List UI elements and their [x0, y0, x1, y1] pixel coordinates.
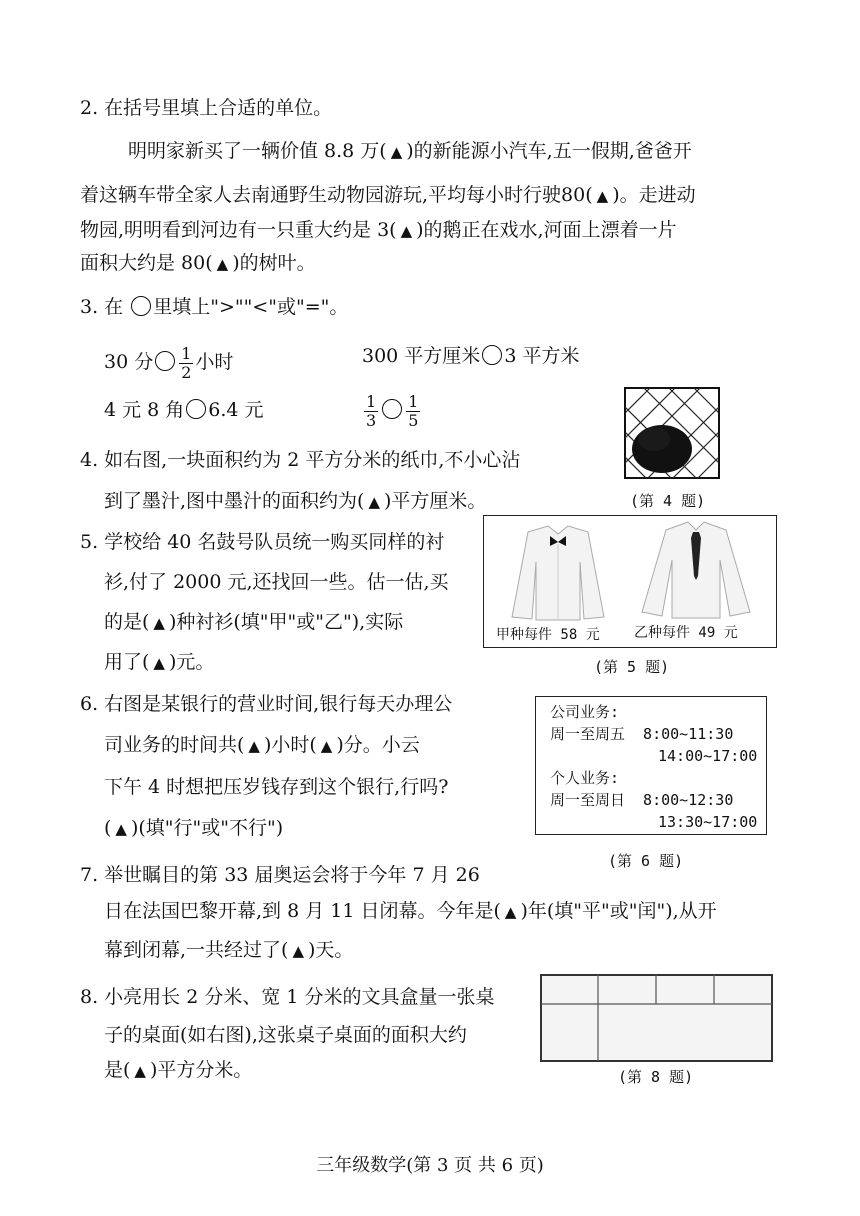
q8-caption: (第 8 题)	[618, 1068, 694, 1086]
desk-diagram	[540, 974, 773, 1062]
shirt-b-image	[636, 516, 756, 620]
q7-line2	[104, 899, 717, 924]
q5-line2: 衫,付了 2000 元,还找回一些。估一估,买	[104, 571, 449, 593]
price-b: 乙种每件 49 元	[634, 625, 738, 641]
blank-triangle[interactable]: ▲	[153, 614, 165, 632]
q3-item-c	[104, 398, 264, 422]
q6-l2c: )分。小云	[336, 734, 420, 756]
q2-title: 2. 在括号里填上合适的单位。	[80, 97, 333, 119]
numerator: 1	[181, 343, 192, 363]
blank-triangle[interactable]: ▲	[368, 493, 380, 511]
q4-caption: (第 4 题)	[630, 492, 706, 510]
q3-b-left: 300 平方厘米	[362, 345, 481, 367]
blank-triangle[interactable]: ▲	[216, 255, 229, 273]
price-a: 甲种每件 58 元	[496, 627, 600, 643]
page-footer: 三年级数学(第 3 页 共 6 页)	[316, 1155, 544, 1176]
q3-item-b	[362, 342, 579, 370]
q7-line3	[104, 938, 353, 963]
q5-line1: 5. 学校给 40 名鼓号队员统一购买同样的衬	[80, 531, 445, 553]
q3-b-right: 3 平方米	[504, 345, 580, 367]
blank-triangle[interactable]: ▲	[115, 820, 127, 838]
q4-l2b: )平方厘米。	[384, 490, 487, 512]
q5-l4b: )元。	[168, 651, 215, 673]
q2-l3b: )的鹅正在戏水,河面上漂着一片	[416, 219, 677, 241]
q3-c-left: 4 元 8 角	[104, 399, 185, 421]
q4-line2	[104, 489, 486, 514]
q7-l3: 幕到闭幕,一共经过了(	[104, 939, 289, 961]
q2-l4b: )的树叶。	[232, 252, 316, 274]
q2-l2: 着这辆车带全家人去南通野生动物园游玩,平均每小时行驶80(	[80, 184, 593, 206]
q3-title-b: 里填上">""<"或"="。	[153, 296, 349, 318]
schedule-line: 13:30~17:00	[658, 813, 758, 831]
q8-line1: 8. 小亮用长 2 分米、宽 1 分米的文具盒量一张桌	[80, 986, 495, 1008]
blank-triangle[interactable]: ▲	[400, 222, 413, 240]
tissue-ink-image	[624, 387, 720, 479]
q3-title	[80, 295, 348, 319]
q3-item-d	[362, 390, 422, 430]
q2-line3	[80, 218, 677, 243]
blank-triangle[interactable]: ▲	[292, 942, 304, 960]
q6-caption: (第 6 题)	[608, 852, 684, 870]
fraction	[364, 393, 378, 430]
q6-l4b: )(填"行"或"不行")	[130, 817, 284, 839]
shirt-a-image	[498, 522, 608, 622]
q7-line1: 7. 举世瞩目的第 33 届奥运会将于今年 7 月 26	[80, 864, 480, 886]
q2-l1b: )的新能源小汽车,五一假期,爸爸开	[406, 140, 692, 162]
blank-triangle[interactable]: ▲	[596, 187, 609, 205]
q5-l4: 用了(	[104, 651, 150, 673]
q8-line3	[104, 1058, 252, 1083]
compare-circle[interactable]	[482, 345, 502, 365]
blank-triangle[interactable]: ▲	[390, 143, 403, 161]
q2-l1: 明明家新买了一辆价值 8.8 万(	[128, 140, 387, 162]
q2-l4: 面积大约是 80(	[80, 252, 213, 274]
schedule-line: 公司业务:	[550, 703, 620, 721]
denominator: 3	[366, 410, 377, 430]
q6-line4	[104, 816, 283, 841]
q2-line1	[128, 139, 692, 164]
q6-line1: 6. 右图是某银行的营业时间,银行每天办理公	[80, 693, 453, 715]
q5-caption: (第 5 题)	[594, 658, 670, 676]
blank-triangle[interactable]: ▲	[153, 654, 165, 672]
blank-triangle[interactable]: ▲	[320, 737, 333, 755]
q4-line1: 4. 如右图,一块面积约为 2 平方分米的纸巾,不小心沾	[80, 449, 521, 471]
blank-triangle[interactable]: ▲	[134, 1062, 146, 1080]
q2-line2	[80, 183, 696, 208]
q3-a-left: 30 分	[104, 351, 154, 373]
q3-item-a	[104, 342, 233, 382]
schedule-line: 周一至周五 8:00~11:30	[550, 725, 734, 743]
bank-hours-box	[535, 696, 767, 835]
numerator: 1	[408, 391, 419, 411]
blank-triangle[interactable]: ▲	[504, 903, 517, 921]
q6-l4: (	[104, 817, 112, 839]
schedule-line: 周一至周日 8:00~12:30	[550, 791, 734, 809]
q3-c-right: 6.4 元	[208, 399, 264, 421]
fraction	[179, 345, 193, 382]
q3-title-a: 3. 在	[80, 296, 124, 318]
q2-l3: 物园,明明看到河边有一只重大约是 3(	[80, 219, 397, 241]
q8-l3: 是(	[104, 1059, 131, 1081]
q6-line2	[104, 733, 420, 758]
schedule-line: 个人业务:	[550, 769, 620, 787]
compare-circle[interactable]	[155, 351, 175, 371]
fraction	[406, 393, 420, 430]
blank-triangle[interactable]: ▲	[248, 737, 260, 755]
q5-line4	[104, 650, 214, 675]
q2-l2b: )。走进动	[612, 184, 696, 206]
q2-line4	[80, 251, 316, 276]
q7-l3b: )天。	[308, 939, 354, 961]
q5-l3: 的是(	[104, 611, 150, 633]
q6-line3: 下午 4 时想把压岁钱存到这个银行,行吗?	[104, 776, 449, 798]
q6-l2: 司业务的时间共(	[104, 734, 245, 756]
numerator: 1	[366, 391, 377, 411]
q6-l2b: )小时(	[263, 734, 317, 756]
shirt-panel	[483, 515, 777, 648]
q7-l2b: )年(填"平"或"闰"),从开	[520, 900, 717, 922]
compare-circle[interactable]	[186, 399, 206, 419]
q8-l3b: )平方分米。	[149, 1059, 253, 1081]
q4-l2: 到了墨汁,图中墨汁的面积约为(	[104, 490, 365, 512]
q5-line3	[104, 610, 403, 635]
denominator: 2	[181, 362, 192, 382]
schedule-line: 14:00~17:00	[658, 747, 758, 765]
q8-line2: 子的桌面(如右图),这张桌子桌面的面积大约	[104, 1024, 467, 1046]
q5-l3b: )种衬衫(填"甲"或"乙"),实际	[168, 611, 404, 633]
q3-a-right: 小时	[195, 351, 234, 373]
q7-l2: 日在法国巴黎开幕,到 8 月 11 日闭幕。今年是(	[104, 900, 501, 922]
denominator: 5	[408, 410, 419, 430]
circle-icon	[131, 296, 151, 316]
compare-circle[interactable]	[382, 399, 402, 419]
